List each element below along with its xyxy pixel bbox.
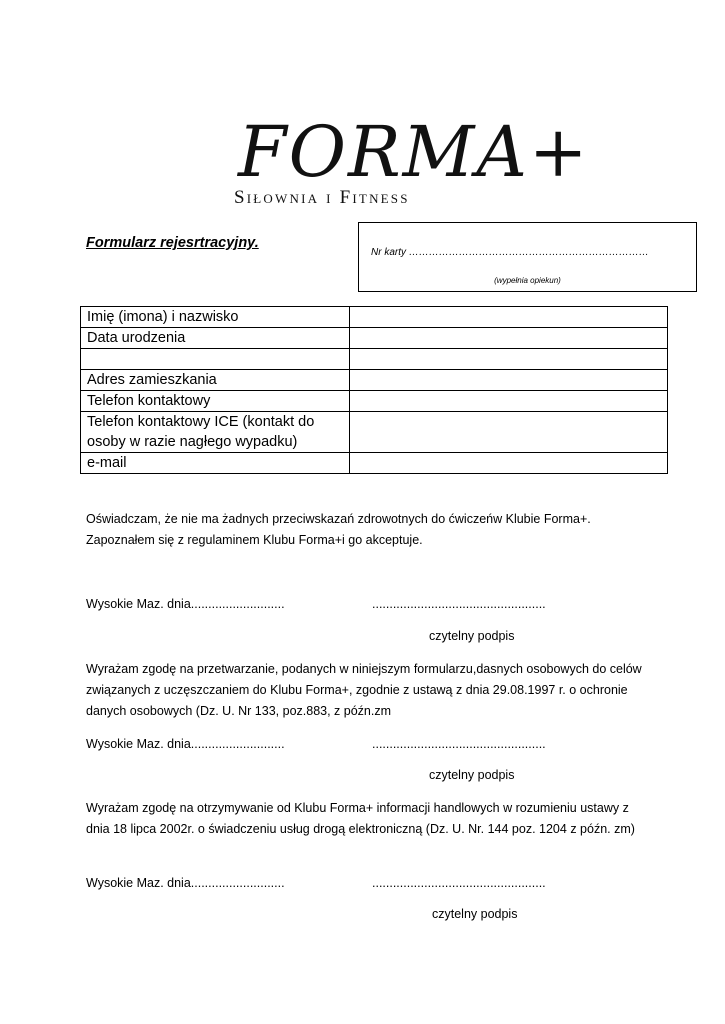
signature-label: czytelny podpis bbox=[429, 629, 515, 643]
place-date-field[interactable]: Wysokie Maz. dnia........................... bbox=[86, 876, 285, 890]
row-label-phone: Telefon kontaktowy bbox=[81, 391, 350, 412]
row-value-email[interactable] bbox=[350, 453, 668, 474]
table-row bbox=[81, 391, 668, 412]
signature-field[interactable]: .................................................. bbox=[372, 737, 546, 751]
row-label-email: e-mail bbox=[81, 453, 350, 474]
row-label-address: Adres zamieszkania bbox=[81, 370, 350, 391]
row-label-name: Imię (imona) i nazwisko bbox=[81, 307, 350, 328]
row-label-birthdate: Data urodzenia bbox=[81, 328, 350, 349]
signature-field[interactable]: .................................................. bbox=[372, 597, 546, 611]
signature-label: czytelny podpis bbox=[432, 907, 518, 921]
logo-tagline: Siłownia i Fitness bbox=[234, 187, 410, 208]
card-number-field[interactable]: Nr karty ……………………………………………………………… bbox=[371, 247, 649, 258]
row-value-ice-phone[interactable] bbox=[350, 412, 668, 453]
registration-table bbox=[80, 306, 668, 474]
logo-wordmark: FORMA+ bbox=[238, 111, 590, 193]
row-value-name[interactable] bbox=[350, 307, 668, 328]
data-processing-consent: Wyrażam zgodę na przetwarzanie, podanych w niniejszym formularzu,dasnych osobowych do celów związanych z uczęszczaniem do Klubu Forma+, zgodnie z ustawą z dnia 29.08.1997 r. o ochronie danych osobowych (Dz. U. Nr 133, poz.883, z późn.zm bbox=[86, 662, 642, 718]
card-number-note: (wypełnia opiekun) bbox=[494, 276, 561, 285]
table-row bbox=[81, 349, 668, 370]
card-number-box bbox=[358, 222, 697, 292]
place-date-field[interactable]: Wysokie Maz. dnia........................... bbox=[86, 597, 285, 611]
table-row bbox=[81, 370, 668, 391]
table-row bbox=[81, 453, 668, 474]
place-date-field[interactable]: Wysokie Maz. dnia........................... bbox=[86, 737, 285, 751]
row-value-empty[interactable] bbox=[350, 349, 668, 370]
row-value-address[interactable] bbox=[350, 370, 668, 391]
health-declaration: Oświadczam, że nie ma żadnych przeciwskazań zdrowotnych do ćwiczeńw Klubie Forma+. Zapoznałem się z regulaminem Klubu Forma+i go akceptuje. bbox=[86, 512, 591, 547]
row-value-phone[interactable] bbox=[350, 391, 668, 412]
table-row bbox=[81, 412, 668, 453]
table-row bbox=[81, 307, 668, 328]
signature-label: czytelny podpis bbox=[429, 768, 515, 782]
row-label-empty bbox=[81, 349, 350, 370]
signature-field[interactable]: .................................................. bbox=[372, 876, 546, 890]
row-value-birthdate[interactable] bbox=[350, 328, 668, 349]
forma-logo bbox=[230, 98, 590, 208]
row-label-ice-phone: Telefon kontaktowy ICE (kontakt do osoby w razie nagłego wypadku) bbox=[81, 412, 350, 453]
form-title: Formularz rejesrtracyjny. bbox=[86, 235, 259, 251]
marketing-consent: Wyrażam zgodę na otrzymywanie od Klubu Forma+ informacji handlowych w rozumieniu ustawy z dnia 18 lipca 2002r. o świadczeniu usług drogą elektroniczną (Dz. U. Nr. 144 poz. 1204 z późn. zm) bbox=[86, 801, 635, 836]
table-row bbox=[81, 328, 668, 349]
